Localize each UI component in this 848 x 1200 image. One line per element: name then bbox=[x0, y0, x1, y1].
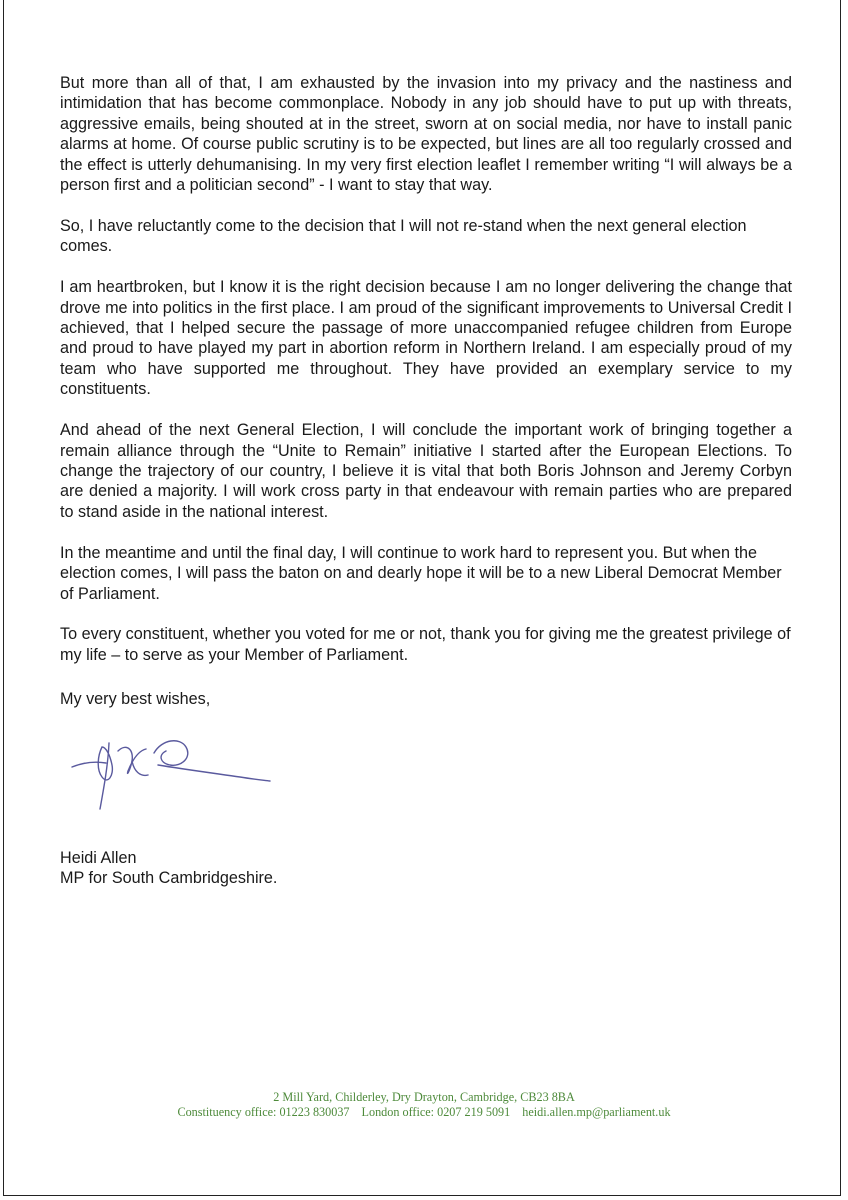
letter-body bbox=[60, 73, 792, 686]
signatory-name: Heidi Allen bbox=[60, 849, 137, 867]
paragraph-thanks: To every constituent, whether you voted for me or not, thank you for giving me the greatest privilege of my life – to serve as your Member of Parliament. bbox=[60, 625, 791, 664]
signatory-block bbox=[60, 848, 277, 889]
signatory-title: MP for South Cambridgeshire. bbox=[60, 869, 278, 888]
footer-address: 2 Mill Yard, Childerley, Dry Drayton, Cambridge, CB23 8BA bbox=[273, 1090, 575, 1104]
footer-london-office: London office: 0207 219 5091 bbox=[361, 1105, 511, 1119]
paragraph-meantime: In the meantime and until the final day, I will continue to work hard to represent you. But when the election comes, I will pass the baton on and dearly hope it will be to a new Liberal Democrat Member of Parliament. bbox=[60, 543, 782, 603]
footer-contacts bbox=[0, 1105, 848, 1120]
letterhead-footer bbox=[0, 1090, 848, 1120]
paragraph-remain-alliance: And ahead of the next General Election, I will conclude the important work of bringing together a remain alliance through the “Unite to Remain” initiative I started after the European Elections. To change the trajectory of our country, I believe it is vital that both Boris Johnson and Jeremy Corbyn are denied a majority. I will work cross party in that endeavour with remain parties who are prepared to stand aside in the national interest. bbox=[60, 421, 792, 521]
paragraph-heartbroken: I am heartbroken, but I know it is the right decision because I am no longer delivering the change that drove me into politics in the first place. I am proud of the significant improvements to Universal Credit I achieved, that I helped secure the passage of more unaccompanied refugee children from Europe and proud to have played my part in abortion reform in Northern Ireland. I am especially proud of my team who have supported me throughout. They have provided an exemplary service to my constituents. bbox=[60, 278, 792, 399]
handwritten-signature bbox=[62, 725, 277, 820]
paragraph-privacy: But more than all of that, I am exhausted by the invasion into my privacy and the nastiness and intimidation that has become commonplace. Nobody in any job should have to put up with threats, aggressive emails, being shouted at in the street, sworn at on social media, nor have to install panic alarms at home. Of course public scrutiny is to be expected, but lines are all too regularly crossed and the effect is utterly dehumanising. In my very first election leaflet I remember writing “I will always be a person first and a politician second” - I want to stay that way. bbox=[60, 74, 792, 195]
closing-salutation: My very best wishes, bbox=[60, 690, 211, 708]
paragraph-decision: So, I have reluctantly come to the decision that I will not re-stand when the next general election comes. bbox=[60, 216, 747, 256]
footer-email: heidi.allen.mp@parliament.uk bbox=[522, 1105, 671, 1119]
footer-constituency-office: Constituency office: 01223 830037 bbox=[177, 1105, 350, 1119]
